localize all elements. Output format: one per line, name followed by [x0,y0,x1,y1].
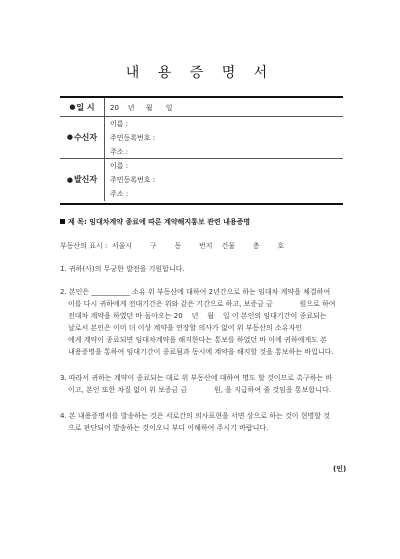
sender-label-cell [60,158,105,201]
recipient-label: 수신자 [73,132,98,142]
paragraph-4 [60,410,350,434]
paragraph-line: 전대차 계약을 하였던 바 돌아오는 20 년 월 일 이 본인의 임대기간이 종료되는 [68,312,327,320]
date-label: 일 시 [76,102,95,112]
date-value-cell [110,98,339,116]
paragraph-1 [60,263,350,275]
sender-name-field: 이름 : [110,162,129,170]
recipient-address-field: 주소 : [110,148,129,156]
sender-value-cell [110,158,339,201]
paragraph-line: 으로 판단되어 발송하는 것이오니 부디 이해하여 주시기 바랍니다. [68,424,269,432]
bullet-icon: ● [66,175,73,184]
bullet-icon: ● [66,133,73,141]
seal-mark: (인) [333,465,347,473]
subject-heading [60,217,250,227]
subject-text: 제 목: 임대차계약 종료에 따른 계약해지통보 관련 내용증명 [68,218,251,226]
property-description: 부동산의 표시 : 서울시 구 동 번지 건물 층 호 [60,242,285,250]
paragraph-line: 에게 계약이 종료되면 임대차계약을 해지한다는 통보를 하였던 바 이에 귀하에게도 본 [68,336,327,344]
square-bullet-icon [60,219,65,224]
date-value: 20 년 월 일 [110,104,173,112]
sender-id-field: 주민등록번호 : [110,176,156,184]
recipient-value-cell [110,116,339,158]
bullet-icon: ● [69,103,76,111]
paragraph-3 [60,372,350,396]
info-table [60,96,343,205]
paragraph-line: 날로서 본인은 이미 더 이상 계약을 연장할 의사가 없어 위 부동산의 소유자인 [68,324,303,332]
paragraph-line: 이고, 본인 또한 차질 없이 위 보증금 금 원, 을 지급하여 줄 것임을 통보합니다. [68,386,331,394]
recipient-label-cell [60,116,105,158]
paragraph-line: 2. 본인은 ___________ 소유 위 부동산에 대하여 2년간으로 하는 임대차 계약을 체결하여 [60,288,331,296]
sender-label: 발신자 [73,175,98,184]
paragraph-line: 내용증명을 통하여 임대기간이 종료됨과 동시에 계약을 해지할 것을 통보하는 바입니다. [68,348,334,356]
paragraph-line: 이를 다시 귀하에게 전대기간은 위와 같은 기간으로 하고, 보증금 금 원으로 하여 [68,300,336,308]
sender-row [60,158,343,201]
date-row [60,98,343,117]
sender-address-field: 주소 : [110,190,129,198]
document-title: 내 용 증 명 서 [125,65,275,81]
paragraph-2 [60,286,350,358]
recipient-name-field: 이름 : [110,120,129,128]
paragraph-line: 3. 따라서 귀하는 계약이 종료되는 대로 위 부동산에 대하여 명도 할 것이므로 촉구하는 바 [60,374,333,382]
paragraph-line: 4. 본 내용증명서를 발송하는 것은 서로간의 의사표현을 서면 상으로 하는 것이 현명할 것 [60,412,331,420]
recipient-id-field: 주민등록번호 : [110,134,156,142]
recipient-row [60,116,343,159]
date-label-cell [60,98,105,116]
paragraph-line: 1. 귀하(사)의 무궁한 발전을 기원합니다. [60,265,185,273]
